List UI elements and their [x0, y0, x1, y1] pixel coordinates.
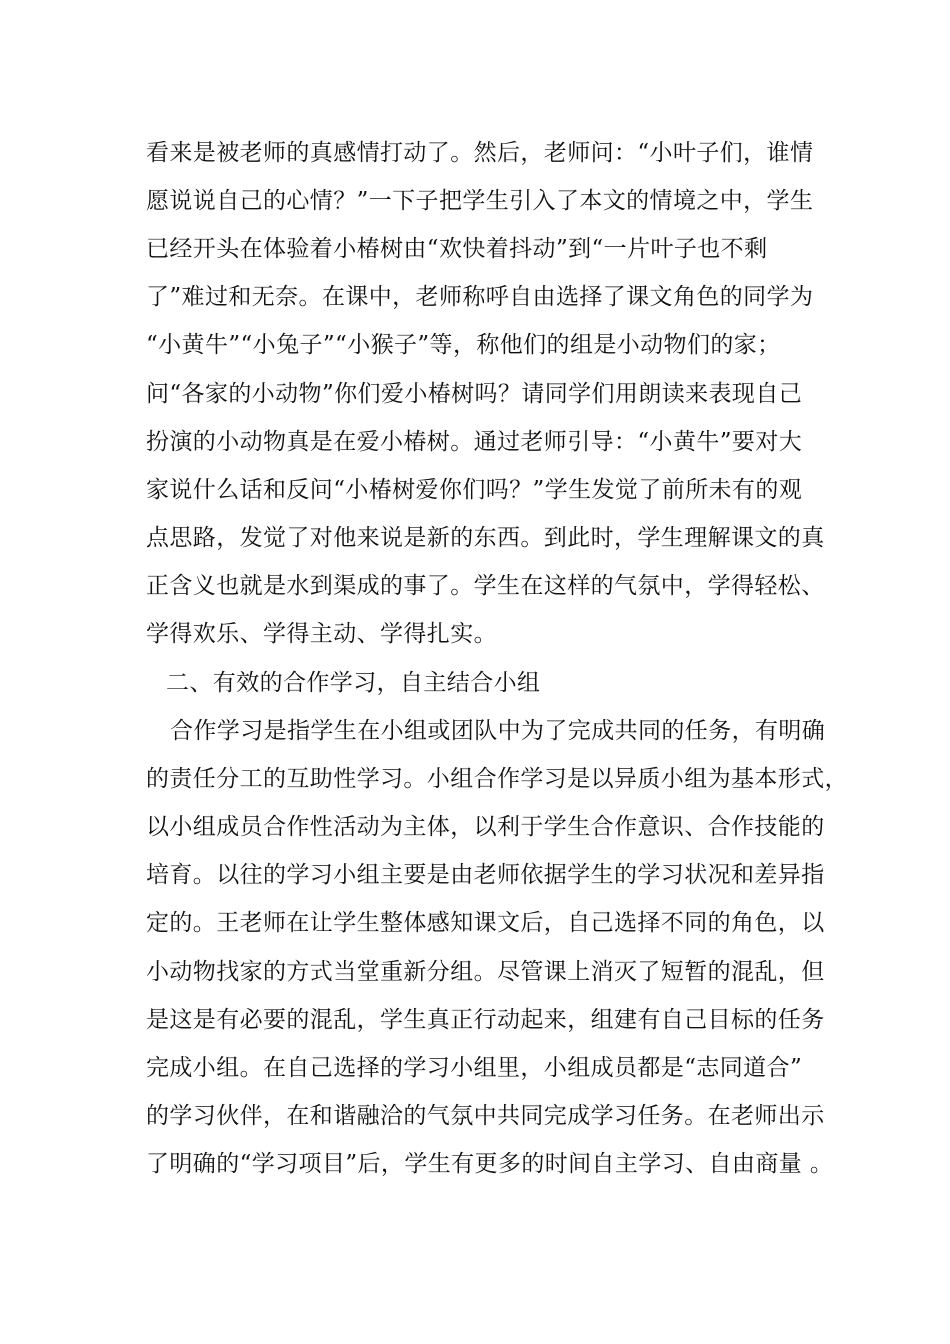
paragraph-line: 问“各家的小动物”你们爱小椿树吗？请同学们用朗读来表现自己 [146, 381, 803, 407]
paragraph-line: 点思路，发觉了对他来说是新的东西。到此时，学生理解课文的真 [146, 525, 825, 551]
paragraph-line: 以小组成员合作性活动为主体，以利于学生合作意识、合作技能的 [146, 814, 825, 840]
paragraph-line: “小黄牛”“小兔子”“小猴子”等，称他们的组是小动物们的家； [146, 332, 781, 358]
paragraph-line: 愿说说自己的心情？”一下子把学生引入了本文的情境之中，学生 [146, 188, 814, 214]
paragraph-line: 了明确的“学习项目”后，学生有更多的时间自主学习、自由商量 。 [146, 1151, 834, 1177]
paragraph-line: 合作学习是指学生在小组或团队中为了完成共同的任务，有明确 [170, 718, 826, 744]
section-heading: 二、有效的合作学习，自主结合小组 [166, 670, 541, 696]
paragraph-line: 扮演的小动物真是在爱小椿树。通过老师引导：“小黄牛”要对大 [146, 429, 803, 455]
paragraph-line: 培育。以往的学习小组主要是由老师依据学生的学习状况和差异指 [146, 862, 825, 888]
paragraph-line: 定的。王老师在让学生整体感知课文后，自己选择不同的角色，以 [146, 910, 825, 936]
paragraph-line: 了”难过和无奈。在课中，老师称呼自由选择了课文角色的同学为 [146, 284, 814, 310]
paragraph-line: 小动物找家的方式当堂重新分组。尽管课上消灭了短暂的混乱，但 [146, 959, 825, 985]
paragraph-line: 的责任分工的互助性学习。小组合作学习是以异质小组为基本形式， [146, 766, 848, 792]
paragraph-line: 学得欢乐、学得主动、学得扎实。 [146, 621, 497, 647]
paragraph-line: 正含义也就是水到渠成的事了。学生在这样的气氛中，学得轻松、 [146, 573, 825, 599]
paragraph-line: 完成小组。在自己选择的学习小组里，小组成员都是“志同道合” [146, 1055, 803, 1081]
paragraph-line: 是这是有必要的混乱，学生真正行动起来，组建有自己目标的任务 [146, 1007, 825, 1033]
paragraph-line: 已经开头在体验着小椿树由“欢快着抖动”到“一片叶子也不剩 [146, 236, 768, 262]
paragraph-line: 看来是被老师的真感情打动了。然后，老师问：“小叶子们，谁情 [146, 140, 814, 166]
paragraph-line: 家说什么话和反问“小椿树爱你们吗？”学生发觉了前所未有的观 [146, 477, 803, 503]
paragraph-line: 的学习伙伴，在和谐融洽的气氛中共同完成学习任务。在老师出示 [146, 1103, 825, 1129]
